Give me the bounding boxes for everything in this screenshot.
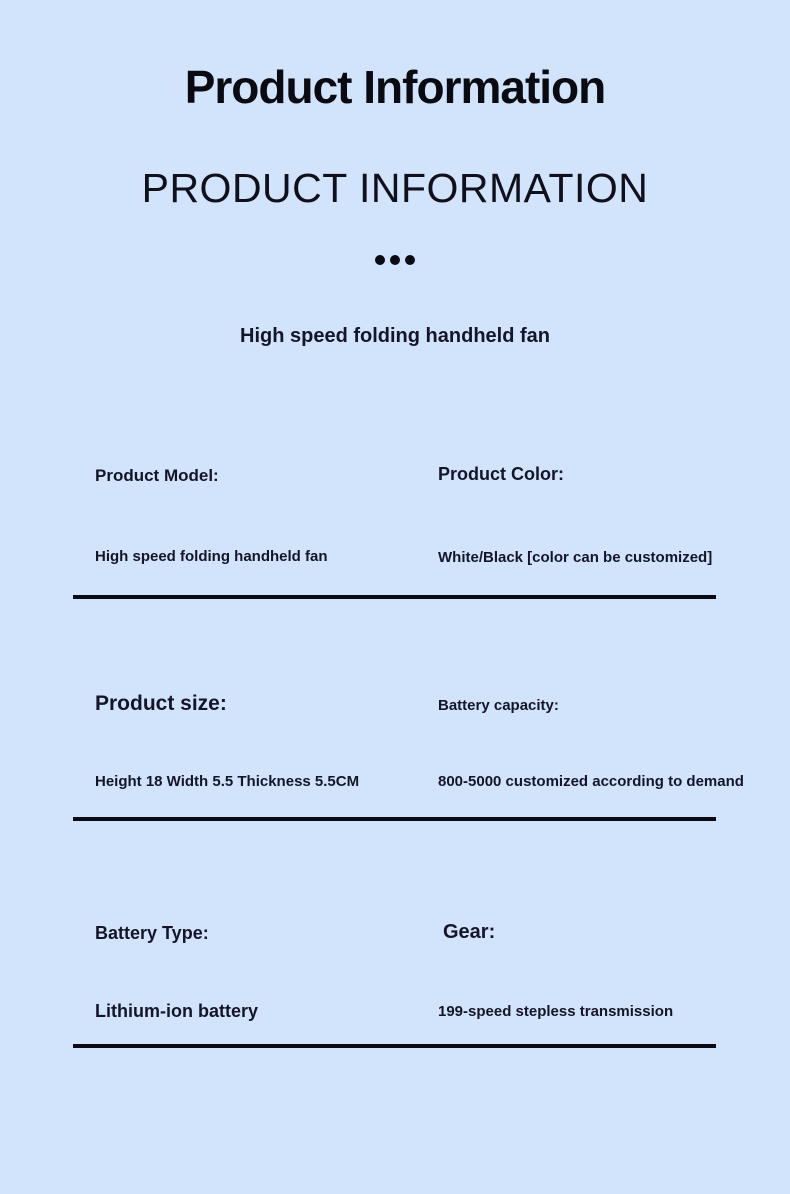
spec-value-gear: 199-speed stepless transmission bbox=[438, 1003, 674, 1020]
dot-icon bbox=[405, 255, 415, 265]
spec-value-product-model: High speed folding handheld fan bbox=[95, 548, 328, 565]
spec-label-product-model: Product Model: bbox=[95, 466, 219, 485]
spec-value-product-color: White/Black [color can be customized] bbox=[438, 549, 713, 566]
divider-line bbox=[73, 817, 716, 821]
divider-line bbox=[73, 1044, 716, 1048]
spec-label-battery-type: Battery Type: bbox=[95, 923, 209, 943]
dot-icon bbox=[375, 255, 385, 265]
product-tagline: High speed folding handheld fan bbox=[240, 325, 550, 347]
divider-line bbox=[73, 595, 716, 599]
three-dots-icon bbox=[0, 255, 790, 265]
dot-icon bbox=[390, 255, 400, 265]
spec-label-product-color: Product Color: bbox=[438, 464, 564, 484]
spec-value-battery-type: Lithium-ion battery bbox=[95, 1001, 258, 1021]
page-subtitle: PRODUCT INFORMATION bbox=[141, 165, 649, 211]
spec-label-product-size: Product size: bbox=[95, 692, 227, 715]
spec-label-gear: Gear: bbox=[443, 921, 496, 943]
page-title: Product Information bbox=[184, 61, 606, 113]
spec-label-battery-capacity: Battery capacity: bbox=[438, 697, 559, 714]
spec-value-product-size: Height 18 Width 5.5 Thickness 5.5CM bbox=[95, 773, 360, 790]
spec-value-battery-capacity: 800-5000 customized according to demand bbox=[438, 773, 744, 790]
